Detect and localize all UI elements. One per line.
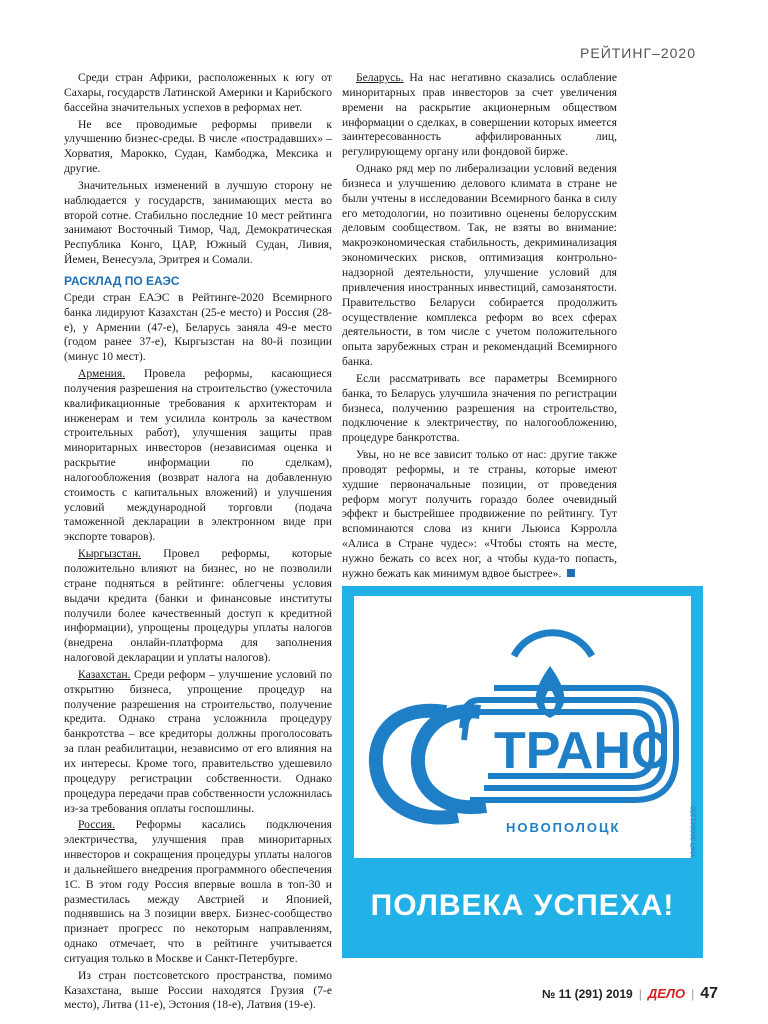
paragraph-closing: Увы, но не все зависит только от нас: другие также проводят реформы, и те страны, которые имеют худшие первоначальные позиции, от проведения реформ могут получить гораздо более очевидный эффект и быстрейшее продвижение по рейтингу. Тут вспоминаются слова из книги Льюиса Кэрролла «Алиса в Стране чудес»: «Чтобы стоять на месте, нужно бежать со всех ног, а чтобы куда-то попасть, нужно бежать как минимум вдвое быстрее». [342, 448, 617, 580]
footer-separator: | [691, 987, 695, 1001]
ad-slogan: ПОЛВЕКА УСПЕХА! [370, 889, 675, 922]
paragraph-belarus: Беларусь. На нас негативно сказались ослабление миноритарных прав инвесторов за счет увеличения времени на раскрытие акционерным обществом информации о сделках, в совершении которых имеется заинтересованность аффилированных лиц, регулирующему органу или фондовой бирже. [342, 71, 617, 159]
issue-number: № 11 (291) 2019 [541, 987, 633, 1001]
end-of-article-icon [567, 569, 575, 577]
paragraph: Если рассматривать все параметры Всемирного банка, то Беларусь улучшила значения по регистрации бизнеса, получению разрешения на строительство, подключение к электричеству, по налогообложению, процедуре банкротства. [342, 371, 617, 445]
paragraph: Из стран постсоветского пространства, помимо Казахстана, выше России находятся Грузия (7-е место), Литва (11-е), Эстония (18-е), Латвия (19-е). [64, 968, 332, 1012]
ad-logo-panel [354, 596, 691, 858]
country-label: Беларусь. [356, 71, 404, 84]
section-header: РЕЙТИНГ–2020 [580, 45, 696, 61]
page-number: 47 [700, 985, 718, 1002]
paragraph: Значительных изменений в лучшую сторону не наблюдается у государств, занимающих места во второй сотне. Стабильно последние 10 мест рейтинга занимают Восточный Тимор, Чад, Демократическая Республика Конго, ЦАР, Южный Судан, Ливия, Йемен, Венесуэла, Эритрея и Сомали. [64, 178, 332, 267]
paragraph-russia: Россия. Реформы касались подключения электричества, улучшения прав миноритарных инвесторов и сокращения процедуры уплаты налогов и дальнейшего внедрения программного обеспечения 1С. В этом году Россия впервые вошла в топ-30 и разместилась между Австрией и Японией, поднявшись на 3 позиции вверх. Бизнес-сообщество признает прогресс по некоторым направлениям, однако отмечает, что в рейтинге учитывается ситуация только в Москве и Санкт-Петербурге. [64, 818, 332, 965]
article-column-left [64, 71, 332, 1015]
country-label: Армения. [78, 367, 126, 381]
section-title: РАСКЛАД ПО ЕАЭС [64, 273, 180, 288]
paragraph: Не все проводимые реформы привели к улучшению бизнес-среды. В числе «пострадавших» – Хорватия, Марокко, Судан, Камбоджа, Мексика и другие. [64, 117, 332, 176]
ad-registration-number: УНП 300041350 [691, 806, 698, 858]
page-footer [542, 985, 718, 1003]
paragraph: Среди стран ЕАЭС в Рейтинге-2020 Всемирного банка лидируют Казахстан (25-е место) и Россия (28-е), у Армении (47-е), Беларусь заняла 49-е место (годом ранее 37-е), Кыргызстан на 80-й позиции (минус 10 мест). [64, 290, 332, 364]
footer-separator: | [638, 987, 642, 1001]
paragraph: Среди стран Африки, расположенных к югу от Сахары, государств Латинской Америки и Карибского бассейна значительных успехов в реформах нет. [64, 71, 332, 114]
article-column-right [342, 71, 617, 584]
paragraph-armenia: Армения. Провела реформы, касающиеся получения разрешения на строительство (ужесточила квалификационные требования к архитекторам и инженерам и тем усилила контроль за качеством строительных работ), улучшения защиты прав миноритарных инвесторов (независимая оценка и раскрытие информации по сделкам), налогообложения (возврат налога на добавленную стоимость с капитальных вложений) и улучшения условий международной торговли (подача таможенной декларации в электронном виде при экспорте товаров). [64, 367, 332, 544]
paragraph: Однако ряд мер по либерализации условий ведения бизнеса и улучшению делового климата в стране не были учтены в исследовании Всемирного банка в силу его методологии, но позитивно оценены белорусским деловым сообществом. Так, не взяты во внимание: макроэкономическая стабильность, декриминализация экономических рисков, оптимизация контрольно-надзорной деятельности, улучшение условий для привлечения иностранных инвестиций, самозанятости. Правительство Беларуси собирается продолжить осуществление комплекса реформ во всех сферах деятельности, в том числе с учетом положительного опыта зарубежных стран и рекомендаций Всемирного банка. [342, 162, 617, 369]
country-label: Кыргызстан. [78, 547, 142, 561]
advertisement [342, 586, 703, 958]
country-label: Россия. [78, 818, 115, 832]
company-logo-icon [354, 596, 691, 858]
paragraph-kyrgyzstan: Кыргызстан. Провел реформы, которые положительно влияют на бизнес, но не позволили стране подняться в рейтинге: облегчены условия выдачи кредита (банки и финансовые институты получили более качественный доступ к кредитной информации), упрощены процедуры уплаты налогов (внедрена онлайн-платформа для заполнения налоговой декларации и уплаты налогов). [64, 547, 332, 665]
paragraph-kazakhstan: Казахстан. Среди реформ – улучшение условий по открытию бизнеса, упрощение процедур на получение разрешения на строительство, получение кредита. Однако страна усложнила процедуру банкротства – все кредиторы должны проголосовать за план реабилитации, независимо от его влияния на их интересы. Кроме того, правительство удешевило процедуру регистрации собственности. Однако процедура передачи прав собственности усложнилась из-за требования оплаты госпошлины. [64, 667, 332, 815]
magazine-logo: ДЕЛО [647, 986, 686, 1001]
brand-city: НОВОПОЛОЦК [506, 820, 621, 835]
letter-c-icon [418, 711, 486, 807]
country-label: Казахстан. [78, 667, 131, 681]
brand-name: ТРАНС [494, 722, 669, 780]
